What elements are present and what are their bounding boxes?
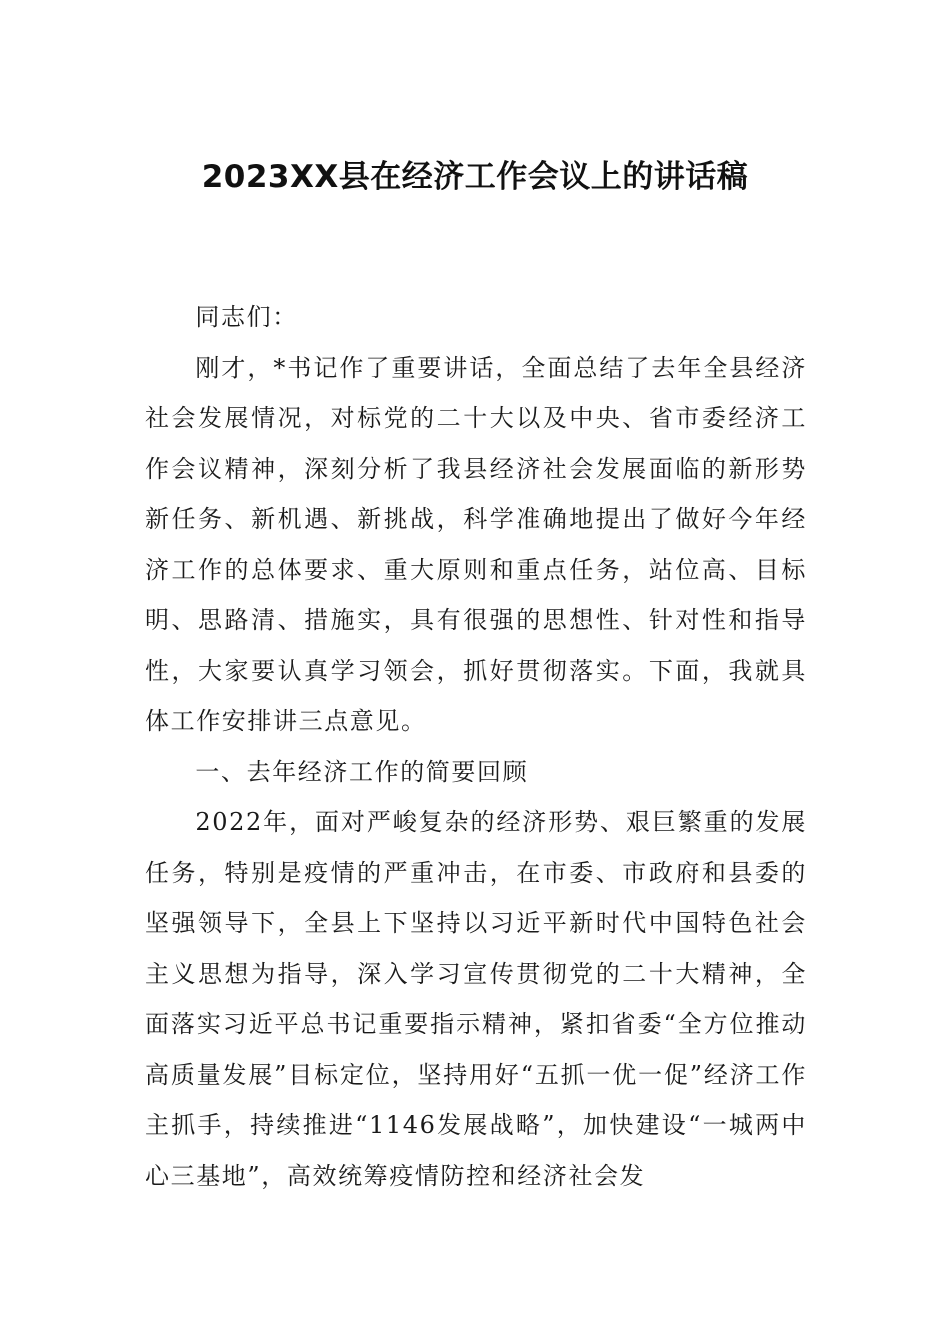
greeting: 同志们： [195, 303, 298, 331]
section-heading-1: 一、去年经济工作的简要回顾 [195, 757, 529, 786]
paragraph-opening: 刚才，*书记作了重要讲话，全面总结了去年全县经济社会发展情况，对标党的二十大以及中央、省市委经济工作会议精神，深刻分析了我县经济社会发展面临的新形势新任务、新机遇、新挑战，科学准确地提出了做好今年经济工作的总体要求、重大原则和重点任务，站位高、目标明、思路清、措施实，具有很强的思想性、针对性和指导性，大家要认真学习领会，抓好贯彻落实。下面，我就具体工作安排讲三点意见。 [145, 353, 807, 735]
document-title: 2023XX县在经济工作会议上的讲话稿 [201, 159, 749, 195]
document-body [145, 292, 807, 1201]
paragraph-review: 2022年，面对严峻复杂的经济形势、艰巨繁重的发展任务，特别是疫情的严重冲击，在市委、市政府和县委的坚强领导下，全县上下坚持以习近平新时代中国特色社会主义思想为指导，深入学习宣传贯彻党的二十大精神，全面落实习近平总书记重要指示精神，紧扣省委“全方位推动高质量发展”目标定位，坚持用好“五抓一优一促”经济工作主抓手，持续推进“1146发展战略”，加快建设“一城两中心三基地”，高效统筹疫情防控和经济社会发 [145, 808, 807, 1190]
